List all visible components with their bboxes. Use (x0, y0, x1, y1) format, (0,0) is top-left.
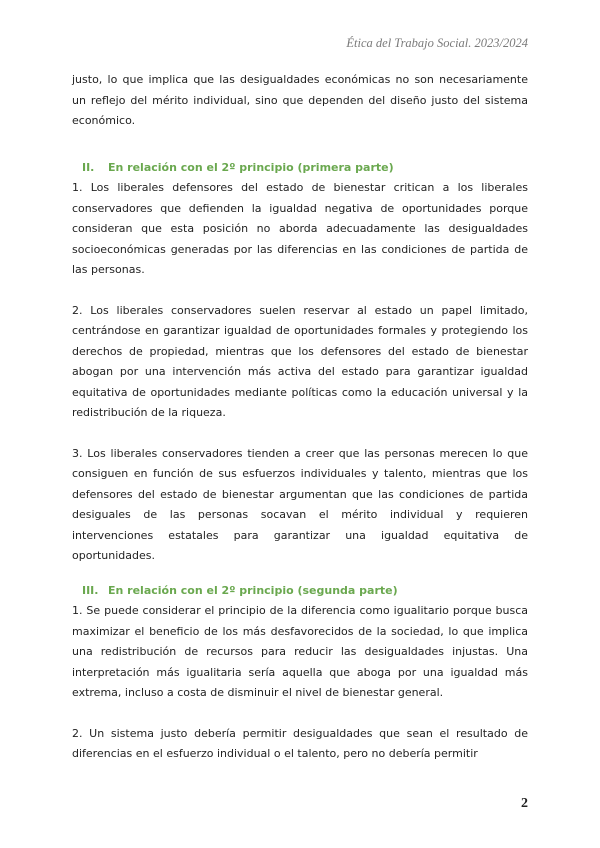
section-title: En relación con el 2º principio (primera parte) (108, 160, 394, 174)
paragraph: 2. Un sistema justo debería permitir desigualdades que sean el resultado de diferencias en el esfuerzo individual o el talento, pero no debería permitir (72, 726, 528, 760)
section-number: II. (82, 160, 95, 174)
paragraph: 2. Los liberales conservadores suelen reservar al estado un papel limitado, centrándose en garantizar igualdad de oportunidades formales y protegiendo los derechos de propiedad, mientras que los defensores del estado de bienestar abogan por una intervención más activa del estado para garantizar igualdad equitativa de oportunidades mediante políticas como la educación universal y la redistribución de la riqueza. (72, 303, 528, 419)
running-header: Ética del Trabajo Social. 2023/2024 (346, 36, 528, 50)
section-number: III. (82, 583, 99, 597)
paragraph: 1. Se puede considerar el principio de la diferencia como igualitario porque busca maximizar el beneficio de los más desfavorecidos de la sociedad, lo que implica una redistribución de recursos para reducir las desigualdades injustas. Una interpretación más igualitaria sería aquella que aboga por una igualdad más extrema, incluso a costa de disminuir el nivel de bienestar general. (72, 604, 528, 699)
page-body (72, 70, 528, 765)
section-heading-iii (72, 581, 528, 602)
page-number: 2 (521, 796, 528, 811)
paragraph: 1. Los liberales defensores del estado de bienestar critican a los liberales conservadores que defienden la igualdad negativa de oportunidades porque consideran que esta posición no aborda adecuadamente las desigualdades socioeconómicas generadas por las diferencias en las condiciones de partida de las personas. (72, 181, 528, 276)
section-title: En relación con el 2º principio (segunda parte) (108, 583, 398, 597)
intro-paragraph: justo, lo que implica que las desigualdades económicas no son necesariamente un reflejo del mérito individual, sino que dependen del diseño justo del sistema económico. (72, 73, 528, 127)
paragraph: 3. Los liberales conservadores tienden a creer que las personas merecen lo que consiguen en función de sus esfuerzos individuales y talento, mientras que los defensores del estado de bienestar argumentan que las condiciones de partida desiguales de las personas socavan el mérito individual y requieren intervenciones estatales para garantizar una igualdad equitativa de oportunidades. (72, 446, 528, 562)
section-heading-ii (72, 158, 528, 179)
